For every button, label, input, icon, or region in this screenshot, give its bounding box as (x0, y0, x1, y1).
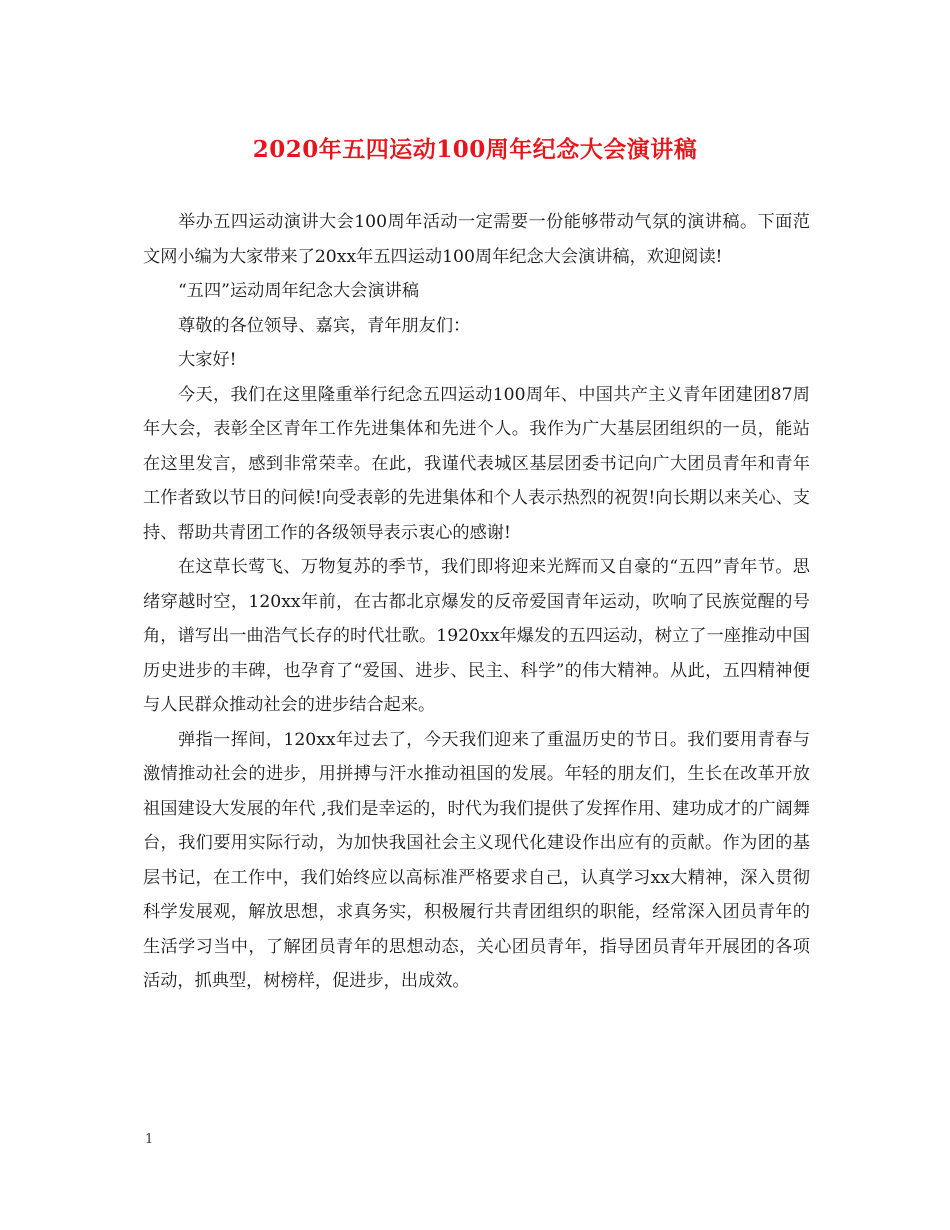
document-body (143, 205, 810, 999)
paragraph-intro: 举办五四运动演讲大会100周年活动一定需要一份能够带动气氛的演讲稿。下面范文网小编为大家带来了20xx年五四运动100周年纪念大会演讲稿，欢迎阅读! (143, 212, 810, 267)
paragraph-greeting: 大家好! (178, 350, 237, 370)
page-number: 1 (145, 1132, 154, 1147)
paragraph-body: 今天，我们在这里隆重举行纪念五四运动100周年、中国共产主义青年团建团87周年大会，表彰全区青年工作先进集体和先进个人。我作为广大基层团组织的一员，能站在这里发言，感到非常荣幸。在此，我谨代表城区基层团委书记向广大团员青年和青年工作者致以节日的问候!向受表彰的先进集体和个人表示热烈的祝贺!向长期以来关心、支持、帮助共青团工作的各级领导表示衷心的感谢! (143, 384, 810, 543)
paragraph-body: 在这草长莺飞、万物复苏的季节，我们即将迎来光辉而又自豪的“五四”青年节。思绪穿越时空，120xx年前，在古都北京爆发的反帝爱国青年运动，吹响了民族觉醒的号角，谱写出一曲浩气长存的时代壮歌。1920xx年爆发的五四运动，树立了一座推动中国历史进步的丰碑，也孕育了“爱国、进步、民主、科学”的伟大精神。从此，五四精神便与人民群众推动社会的进步结合起来。 (143, 557, 810, 715)
paragraph-body: 弹指一挥间，120xx年过去了，今天我们迎来了重温历史的节日。我们要用青春与激情推动社会的进步，用拼搏与汗水推动祖国的发展。年轻的朋友们，生长在改革开放祖国建设大发展的年代 ,我们是幸运的，时代为我们提供了发挥作用、建功成才的广阔舞台，我们要用实际行动，为加快我国社会主义现代化建设作出应有的贡献。作为团的基层书记，在工作中，我们始终应以高标准严格要求自己，认真学习xx大精神，深入贯彻科学发展观，解放思想，求真务实，积极履行共青团组织的职能，经常深入团员青年的生活学习当中，了解团员青年的思想动态，关心团员青年，指导团员青年开展团的各项活动，抓典型，树榜样，促进步，出成效。 (143, 729, 810, 991)
document-title: 2020年五四运动100周年纪念大会演讲稿 (252, 136, 698, 163)
paragraph-subtitle: “五四”运动周年纪念大会演讲稿 (178, 281, 420, 301)
paragraph-salutation: 尊敬的各位领导、嘉宾，青年朋友们： (178, 315, 471, 336)
